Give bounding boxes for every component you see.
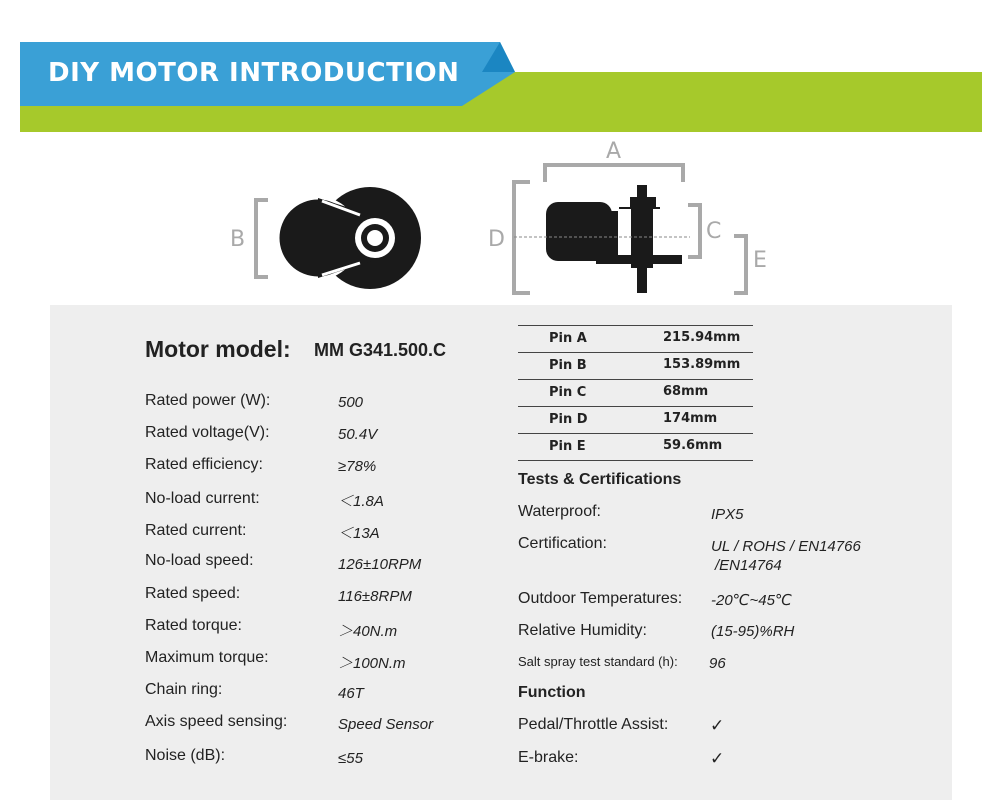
table-row [518,379,753,406]
spec-label: No-load current: [145,490,260,507]
motor-model-value: MM G341.500.C [314,340,447,360]
dimension-e-label: E [753,248,767,273]
pin-value: 68mm [663,384,709,399]
table-row [518,433,753,461]
motor-model-label: Motor model: [145,336,291,362]
spec-value: 500 [338,394,364,411]
dimension-d-label: D [488,227,505,252]
humidity-value: (15-95)%RH [711,623,795,640]
spec-label: Chain ring: [145,681,223,698]
waterproof-value: IPX5 [711,506,744,523]
dimension-b-label: B [230,227,246,252]
pedal-assist-check: ✓ [710,716,725,735]
spec-label: No-load speed: [145,552,254,569]
dimension-a-label: A [606,139,622,164]
function-heading: Function [518,684,586,701]
outdoor-temp-value: -20℃~45℃ [711,592,792,609]
humidity-label: Relative Humidity: [518,622,647,639]
salt-spray-label: Salt spray test standard (h): [518,654,678,669]
spec-value: 50.4V [338,426,378,443]
table-row [518,325,753,352]
spec-value: 126±10RPM [338,556,422,573]
pin-value: 174mm [663,411,718,426]
ebrake-label: E-brake: [518,749,579,766]
spec-label: Maximum torque: [145,649,269,666]
spec-label: Rated power (W): [145,392,271,409]
outdoor-temp-label: Outdoor Temperatures: [518,590,683,607]
ebrake-check: ✓ [710,749,725,768]
pin-name: Pin E [549,439,586,454]
tests-heading: Tests & Certifications [518,471,682,488]
certification-value: UL / ROHS / EN14766 [711,538,861,555]
pedal-assist-label: Pedal/Throttle Assist: [518,716,669,733]
waterproof-label: Waterproof: [518,503,601,520]
pin-name: Pin C [549,385,587,400]
table-row [518,352,753,379]
spec-label: Rated efficiency: [145,456,263,473]
spec-label: Noise (dB): [145,747,226,764]
motor-drawing [0,135,1000,305]
spec-value: ＜1.8A [338,493,384,510]
pin-value: 59.6mm [663,438,723,453]
spec-label: Rated current: [145,522,247,539]
spec-value: ＜13A [338,525,380,542]
table-row [518,406,753,433]
certification-value-cont: /EN14764 [715,557,782,574]
page-title: DIY MOTOR INTRODUCTION [48,58,460,88]
spec-value: ＞100N.m [338,655,406,672]
spec-value: 46T [338,685,364,702]
spec-label: Rated speed: [145,585,241,602]
spec-value: ≥78% [338,458,377,475]
pin-value: 215.94mm [663,330,741,345]
salt-spray-value: 96 [709,655,726,672]
spec-label: Axis speed sensing: [145,713,288,730]
pin-name: Pin B [549,358,587,373]
spec-value: ＞40N.m [338,623,398,640]
spec-value: ≤55 [338,750,363,767]
spec-label: Rated voltage(V): [145,424,270,441]
pin-value: 153.89mm [663,357,741,372]
pin-name: Pin A [549,331,587,346]
header-banner [20,42,982,132]
spec-label: Rated torque: [145,617,242,634]
motor-diagram [0,135,1000,305]
spec-value: 116±8RPM [338,588,412,605]
certification-label: Certification: [518,535,607,552]
spec-value: Speed Sensor [338,716,434,733]
pin-name: Pin D [549,412,588,427]
dimension-c-label: C [706,219,722,244]
pin-table [518,325,753,461]
